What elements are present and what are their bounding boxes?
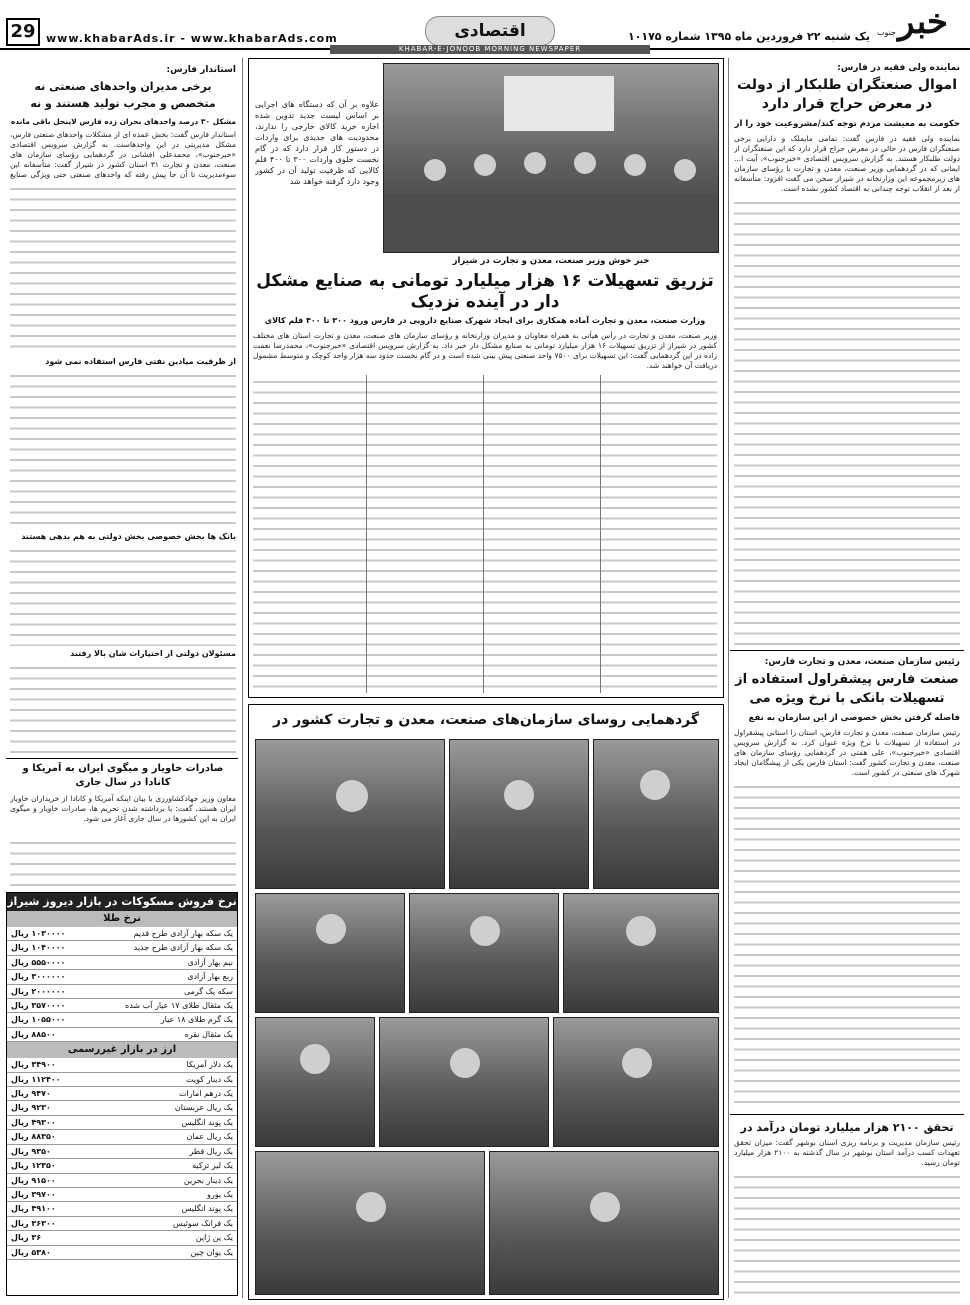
left-mid-text-block xyxy=(10,836,236,888)
right-mid-body: رئیس سازمان صنعت، معدن و تجارت فارس، استان را استانی پیشقراول در استفاده از تسهیلات با نرخ ویژه عنوان کرد. به گزارش سرویس اقتصادی «خبرجنوب»، علی همتی در گردهمایی رؤسای سازمان های صنعت، معدن و تجارت کشور گفت: استان فارس یکی از پیشگامان ایجاد شهرک های صنعتی در کشور است. xyxy=(734,728,960,777)
price-item-value: ۸۸۳۵۰ ریال xyxy=(11,1132,56,1142)
left-top-subhead: از ظرفیت میادین نفتی فارس استفاده نمی شود xyxy=(45,357,236,366)
left-top-text-block xyxy=(10,182,236,354)
center-text-block xyxy=(253,375,717,693)
event-photo-5 xyxy=(409,893,559,1013)
event-photo-7 xyxy=(255,1017,375,1147)
price-item-name: یک دینار کویت xyxy=(186,1074,233,1084)
price-item-name: یک درهم امارات xyxy=(178,1089,233,1099)
left-top-body: استاندار فارس گفت: بخش عمده ای از مشکلات واحدهای صنعتی فارس، مشکل مدیریتی در این واحدهاست. به گزارش سرویس اقتصادی «خبرجنوب»، محمدعلی افشانی در گردهمایی رؤسای سازمان های صنعت، معدن و تجارت ۳۱ استان کشور در شیراز گفت: متأسفانه این سوءمدیریت تا آن جا پیش رفته که واحدهای صنعتی حتی ویژگی صنایع xyxy=(10,130,236,179)
price-item-name: یک ین ژاپن xyxy=(195,1233,233,1243)
price-item-value: ۹۲۳۰ ریال xyxy=(11,1103,51,1113)
right-bottom-body: رئیس سازمان مدیریت و برنامه ریزی استان بوشهر گفت: میزان تحقق تعهدات کسب درآمد استان بوشهر در سال گذشته به ۲۱۰۰ هزار میلیارد تومان رسید. xyxy=(734,1138,960,1167)
left-mid-headline: صادرات خاویار و میگوی ایران به آمریکا و کانادا در سال جاری xyxy=(22,763,224,788)
left-top-text-block-2 xyxy=(10,369,236,529)
price-item-name: یک پوند انگلیس xyxy=(181,1204,233,1214)
gold-prices-subtitle: نرخ طلا xyxy=(7,911,237,927)
price-row xyxy=(7,1217,237,1231)
price-row xyxy=(7,1174,237,1188)
left-top-text-block-3 xyxy=(10,544,236,646)
right-top-body: نماینده ولی فقیه در فارس گفت: تمامی مایملک و دارایی برخی صنعتگران فارس در حالی در معرض حراج قرار دارد که این صنعتگران از دولت طلبکار هستند. به گزارش سرویس اقتصادی «خبرجنوب»، آیت ا... ایمانی که در گردهمایی وزیر صنعت، معدن و تجارت با رؤسای سازمان های زیرمجموعه این وزارتخانه در شیراز سخن می گفت افزود: متأسفانه از بعد از انقلاب توجه چندانی به اقتصاد کشور نشده است. xyxy=(734,134,960,193)
price-row xyxy=(7,1188,237,1202)
price-row xyxy=(7,1130,237,1144)
price-item-value: ۳۶۳۰۰ ریال xyxy=(11,1218,56,1228)
price-row xyxy=(7,1028,237,1042)
price-row xyxy=(7,927,237,941)
event-photo-1 xyxy=(255,739,445,889)
event-photo-6 xyxy=(563,893,719,1013)
column-rule xyxy=(728,58,729,1298)
price-item-value: ۱۰۴۰۰۰۰ ریال xyxy=(11,943,66,953)
divider xyxy=(730,1114,964,1115)
center-headline: تزریق تسهیلات ۱۶ هزار میلیارد تومانی به صنایع مشکل دار در آینده نزدیک xyxy=(256,271,714,312)
left-top-kicker: استاندار فارس: xyxy=(166,65,236,75)
event-photo-4 xyxy=(255,893,405,1013)
right-top-text-block xyxy=(734,196,960,646)
price-item-value: ۳۴۹۰۰ ریال xyxy=(11,1060,56,1070)
price-item-name: یک مثقال طلای ۱۷ عیار آب شده xyxy=(125,1001,233,1011)
price-row xyxy=(7,1202,237,1216)
right-mid-headline: صنعت فارس پیشقراول استفاده از تسهیلات بانکی با نرخ ویژه می xyxy=(735,672,959,706)
ministers-meeting-photo xyxy=(383,63,719,253)
price-row xyxy=(7,1246,237,1260)
price-item-value: ۵۳۸۰ ریال xyxy=(11,1247,51,1257)
price-item-name: یک سکه بهار آزادی طرح جدید xyxy=(133,943,233,953)
left-mid-body: معاون وزیر جهادکشاورزی با بیان اینکه آمریکا و کانادا از خریداران خاویار ایران هستند، گفت: با برداشته شدن تحریم ها، صادرات خاویار و میگوی ایران به این کشورها در سال جاری آغاز می شود. xyxy=(10,794,236,823)
event-photo-10 xyxy=(255,1151,485,1295)
price-row xyxy=(7,941,237,955)
price-item-name: یک یورو xyxy=(206,1189,233,1199)
center-subline: وزارت صنعت، معدن و تجارت آماده همکاری برای ایجاد شهرک صنایع دارویی در فارس ورود ۳۰۰ تا ۴۰۰ قلم کالای xyxy=(264,316,706,325)
price-item-value: ۹۴۷۰ ریال xyxy=(11,1089,51,1099)
left-top-subhead-2: بانک ها بخش خصوصی بخش دولتی به هم بدهی هستند xyxy=(21,532,236,541)
left-top-subhead-3: مسئولان دولتی از اختیارات شان بالا رفتند xyxy=(70,649,236,658)
photo-strip-headline: گردهمایی روسای سازمان‌های صنعت، معدن و تجارت کشور در xyxy=(273,712,699,728)
price-item-value: ۵۵۵۰۰۰۰ ریال xyxy=(11,957,66,967)
right-top-sub: حکومت به معیشت مردم توجه کند/مشروعیت خود را از xyxy=(734,119,960,129)
price-item-name: یک لیر ترکیه xyxy=(192,1161,233,1171)
price-tables xyxy=(6,892,238,1296)
price-item-value: ۴۹۱۰۰ ریال xyxy=(11,1204,56,1214)
photo-caption: خبر خوش وزیر صنعت، معدن و تجارت در شیراز xyxy=(452,256,650,266)
column-rule xyxy=(242,58,243,1298)
event-photo-2 xyxy=(449,739,589,889)
center-story xyxy=(248,58,724,698)
website-url[interactable]: www.khabarAds.ir - www.khabarAds.com xyxy=(46,32,338,45)
masthead xyxy=(0,0,970,50)
side-note: علاوه بر آن که دستگاه های اجرایی بر اساس لیست جدید تدوین شده اجازه خرید کالای خارجی را ندارند، محدودیت های جدیدی برای واردات در دستور کار قرار دارد که در گام نخست حلوی واردات ۳۰۰ تا ۴۰۰ قلم کالایی که ظرفیت تولید آن در کشور وجود دارد گرفته خواهد شد xyxy=(255,100,379,186)
price-row xyxy=(7,1231,237,1245)
price-row xyxy=(7,1073,237,1087)
price-row xyxy=(7,1145,237,1159)
issue-date-line: یک شنبه ۲۲ فروردین ماه ۱۳۹۵ شماره ۱۰۱۷۵ xyxy=(627,30,870,43)
event-photo-3 xyxy=(593,739,719,889)
price-item-name: یک دلار آمریکا xyxy=(186,1060,233,1070)
price-item-name: یک دینار بحرین xyxy=(183,1175,233,1185)
left-top-text-block-4 xyxy=(10,661,236,753)
price-item-name: یک گرم طلای ۱۸ عیار xyxy=(160,1015,233,1025)
right-mid-sub: فاصله گرفتن بخش خصوصی از این سازمان به نفع xyxy=(748,713,960,723)
photo-strip xyxy=(248,704,724,1300)
price-item-name: ربع بهار آزادی xyxy=(187,972,233,982)
right-top-kicker: نماینده ولی فقیه در فارس: xyxy=(837,63,960,73)
price-item-value: ۳۰۰۰۰۰۰ ریال xyxy=(11,972,66,982)
price-item-value: ۱۱۲۴۰۰ ریال xyxy=(11,1074,61,1084)
fx-prices-subtitle: ارز در بازار غیررسمی xyxy=(7,1042,237,1058)
event-photo-8 xyxy=(379,1017,549,1147)
price-table-title: نرخ فروش مسکوکات در بازار دیروز شیراز xyxy=(7,893,237,911)
price-item-value: ۱۰۳۰۰۰۰ ریال xyxy=(11,929,66,938)
left-top-sub: مشکل ۳۰ درصد واحدهای بحران زده فارس لاینحل باقی مانده xyxy=(10,117,236,126)
price-row xyxy=(7,956,237,970)
right-mid-text-block xyxy=(734,780,960,1110)
left-top-headline: برخی مدیران واحدهای صنعتی نه متخصص و مجرب تولید هستند و نه xyxy=(30,80,216,110)
price-item-value: ۸۸۵۰۰ ریال xyxy=(11,1029,56,1039)
price-item-value: ۹۱۵۰۰ ریال xyxy=(11,1175,56,1185)
price-row xyxy=(7,1087,237,1101)
price-row xyxy=(7,1013,237,1027)
price-row xyxy=(7,1058,237,1072)
english-band: KHABAR-E-JONOOB MORNING NEWSPAPER xyxy=(330,45,650,54)
newspaper-logo: خبر xyxy=(897,2,949,42)
price-item-name: یک سکه بهار آزادی طرح قدیم xyxy=(133,929,233,938)
price-item-name: یک پوند انگلیس xyxy=(181,1117,233,1127)
price-row xyxy=(7,1116,237,1130)
price-item-name: یک مثقال نقره xyxy=(184,1029,233,1039)
center-body: وزیر صنعت، معدن و تجارت در رأس هیأتی به همراه معاونان و مدیران وزارتخانه و رؤسای سازمان های صنعت، معدن و تجارت استان های مختلف کشور در شیراز از تزریق تسهیلات ۱۶ هزار میلیارد تومانی به صنایع مشکل دار خبر داد. به گزارش سرویس اقتصادی «خبرجنوب»، محمدرضا نعمت زاده در این گردهمایی گفت: این تسهیلات برای ۷۵۰۰ واحد صنعتی پیش بینی شده است و در گام نخست حدود سه هزار واحد کوچک و متوسط مشمول دریافت آن خواهند شد. xyxy=(253,331,717,370)
price-item-value: ۳۶ ریال xyxy=(11,1233,42,1243)
right-column xyxy=(730,58,964,1298)
price-row xyxy=(7,970,237,984)
price-item-name: یک فرانک سوئیس xyxy=(173,1218,233,1228)
price-item-value: ۳۹۷۰۰ ریال xyxy=(11,1189,56,1199)
price-item-value: ۱۰۵۵۰۰۰ ریال xyxy=(11,1015,66,1025)
divider xyxy=(730,650,964,651)
price-item-name: یک ریال عمان xyxy=(186,1132,233,1142)
right-bottom-headline: تحقق ۲۱۰۰ هزار میلیارد تومان درآمد در xyxy=(740,1121,954,1134)
price-item-value: ۹۳۵۰ ریال xyxy=(11,1146,51,1156)
price-row xyxy=(7,985,237,999)
right-top-headline: اموال صنعتگران طلبکار از دولت در معرض حراج قرار دارد xyxy=(736,77,958,112)
event-photo-11 xyxy=(489,1151,719,1295)
price-item-name: یک یوان چین xyxy=(190,1247,233,1257)
price-item-name: سکه یک گرمی xyxy=(183,986,233,996)
gold-price-list xyxy=(7,927,237,1042)
right-mid-kicker: رئیس سازمان صنعت، معدن و تجارت فارس: xyxy=(764,657,960,667)
right-bottom-text-block xyxy=(734,1170,960,1294)
price-row xyxy=(7,1159,237,1173)
logo-subtitle: جنوب xyxy=(876,28,896,37)
price-row xyxy=(7,999,237,1013)
price-item-value: ۱۲۳۵۰ ریال xyxy=(11,1161,56,1171)
price-item-name: یک ریال قطر xyxy=(189,1146,233,1156)
price-item-value: ۴۹۳۰۰ ریال xyxy=(11,1117,56,1127)
price-row xyxy=(7,1101,237,1115)
price-item-value: ۲۰۰۰۰۰۰ ریال xyxy=(11,986,66,996)
divider xyxy=(6,758,238,759)
section-title: اقتصادی xyxy=(425,16,555,46)
price-item-name: نیم بهار آزادی xyxy=(187,957,233,967)
page-number: 29 xyxy=(6,18,40,46)
price-item-value: ۳۵۷۰۰۰۰ ریال xyxy=(11,1001,66,1011)
left-column xyxy=(6,58,238,1300)
price-item-name: یک ریال عربستان xyxy=(174,1103,233,1113)
event-photo-9 xyxy=(553,1017,719,1147)
fx-price-list xyxy=(7,1058,237,1260)
